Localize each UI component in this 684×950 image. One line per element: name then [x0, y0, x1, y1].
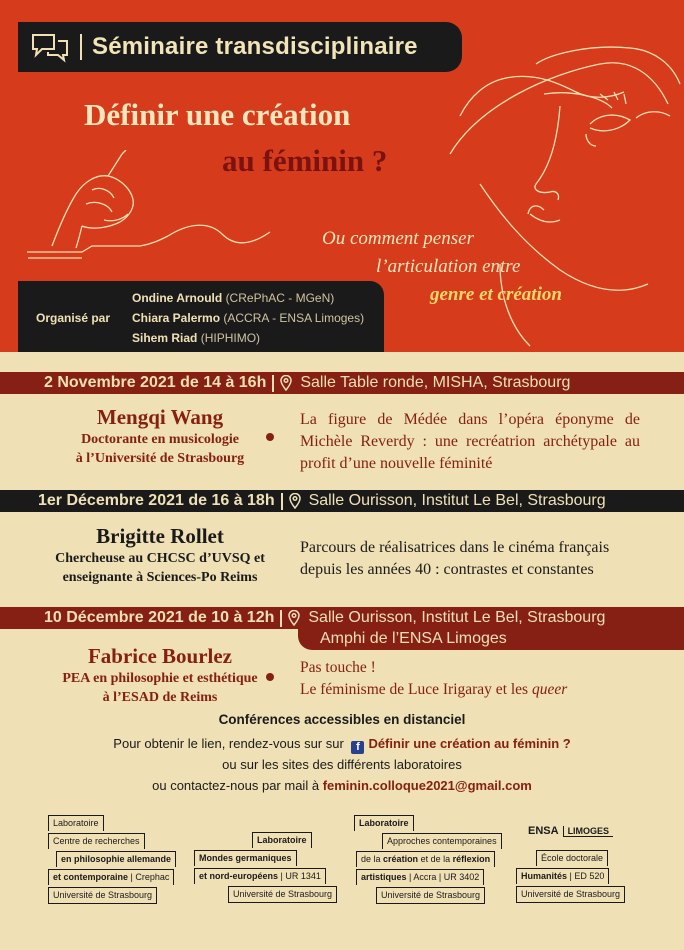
speaker-affiliation: Chercheuse au CHCSC d’UVSQ et — [55, 551, 265, 566]
talk-title — [300, 657, 640, 701]
online-heading: Conférences accessibles en distanciel — [218, 712, 466, 727]
logo-text — [252, 832, 312, 848]
online-line — [0, 733, 684, 754]
speaker-block — [10, 644, 310, 707]
logo-text: et nord-européens | UR 1341 — [194, 868, 326, 884]
logo-text-part: Accra — [413, 872, 437, 882]
logo-text: École doctorale — [536, 850, 608, 866]
session-date-band — [0, 490, 684, 512]
speaker-affiliation: Doctorante en musicologie — [81, 432, 239, 447]
chat-bubbles-icon — [30, 31, 70, 63]
logo-text-bold: Laboratoire — [257, 835, 307, 845]
crephac-logo — [48, 815, 198, 905]
title-line-1: Définir une création — [84, 97, 351, 132]
location-pin-icon — [280, 375, 292, 391]
facebook-icon[interactable]: f — [351, 741, 364, 754]
logo-text: LIMOGES — [563, 826, 614, 837]
separator — [280, 610, 282, 627]
logo-text: Approches contemporaines — [382, 833, 502, 849]
logo-text-bold: Laboratoire — [359, 818, 409, 828]
online-line — [0, 775, 684, 796]
logo-text-part: et de la — [420, 854, 451, 864]
logo-text: artistiques | Accra | UR 3402 — [356, 869, 484, 885]
online-text: ou contactez-nous par mail à — [152, 778, 320, 793]
logo-text-part: UR 3402 — [443, 872, 480, 882]
talk-title: La figure de Médée dans l’opéra éponyme de Michèle Reverdy : une recréatrion archétypale au profit d’une nouvelle féminité — [300, 411, 640, 472]
session-date-band — [0, 372, 684, 394]
ensa-limoges-logo — [528, 825, 613, 837]
logo-text-part: de la — [361, 854, 381, 864]
speaker-block — [10, 405, 310, 468]
series-badge — [18, 22, 462, 72]
organizer-row — [132, 331, 260, 345]
speaker-block — [10, 524, 310, 587]
organizer-name: Chiara Palermo — [132, 311, 221, 325]
logo-text: Université de Strasbourg — [376, 887, 485, 904]
logo-text: Centre de recherches — [48, 833, 145, 849]
logo-text — [354, 815, 414, 831]
logo-text-part: UR 1341 — [285, 871, 321, 881]
bullet-dot — [266, 433, 274, 441]
online-text: Pour obtenir le lien, rendez-vous sur sur — [113, 736, 344, 751]
logo-text: ENSA — [528, 825, 559, 837]
talk-title-line: Pas touche ! — [300, 659, 376, 676]
speaker-name: Fabrice Bourlez — [87, 644, 233, 668]
talk-title-emphasis: queer — [531, 681, 568, 698]
facebook-page-link[interactable]: Définir une création au féminin ? — [368, 736, 571, 751]
logo-text-bold: création — [383, 854, 419, 864]
organizer-affiliation: (ACCRA - ENSA Limoges) — [223, 311, 365, 325]
subtitle-line-2: l’articulation entre — [376, 256, 521, 277]
logo-text-bold: en philosophie allemande — [61, 854, 172, 864]
title-line-2: au féminin ? — [222, 143, 388, 178]
organizer-row — [132, 291, 334, 305]
organizer-affiliation: (HIPHIMO) — [200, 331, 261, 345]
logo-text-bold: et nord-européens — [199, 871, 279, 881]
logo-text: Université de Strasbourg — [228, 886, 337, 903]
logo-text: et contemporaine | Crephac — [48, 869, 174, 885]
logo-text: Laboratoire — [48, 815, 104, 831]
ecole-doctorale-logo — [516, 850, 636, 910]
logo-text-bold: artistiques — [361, 872, 407, 882]
logo-text — [56, 851, 176, 867]
organizers-box — [18, 281, 384, 352]
organizer-name: Sihem Riad — [132, 331, 198, 345]
header-banner — [0, 0, 684, 352]
speaker-affiliation: à l’Université de Strasbourg — [75, 451, 245, 466]
speaker-affiliation: enseignante à Sciences-Po Reims — [62, 570, 258, 585]
location-pin-icon — [289, 493, 301, 509]
session-place: Salle Ourisson, Institut Le Bel, Strasbourg — [308, 609, 606, 626]
organizers-label: Organisé par — [36, 311, 111, 325]
session-date-band — [0, 607, 684, 629]
session-place-2: Amphi de l’ENSA Limoges — [298, 628, 684, 650]
session-place: Salle Ourisson, Institut Le Bel, Strasbourg — [308, 492, 606, 509]
logo-text-bold: réflexion — [452, 854, 491, 864]
logo-text-bold: Humanités — [521, 871, 568, 881]
online-info — [0, 712, 684, 796]
online-line: ou sur les sites des différents laboratoires — [222, 757, 462, 772]
logo-text-part: ED 520 — [574, 871, 605, 881]
organizer-row — [132, 311, 364, 325]
speaker-name: Brigitte Rollet — [96, 524, 224, 548]
talk-title-line — [300, 679, 640, 701]
accra-logo — [354, 815, 514, 905]
speaker-affiliation: PEA en philosophie et esthétique — [62, 671, 258, 686]
session-date: 2 Novembre 2021 de 14 à 16h — [44, 374, 267, 391]
separator — [80, 34, 82, 60]
location-pin-icon — [288, 610, 300, 626]
logo-text: Université de Strasbourg — [516, 886, 625, 903]
talk-title-text: Le féminisme de Luce Irigaray et les — [300, 681, 532, 698]
speaker-affiliation: à l’ESAD de Reims — [102, 690, 218, 705]
series-title: Séminaire transdisciplinaire — [92, 33, 418, 60]
separator — [272, 375, 274, 392]
logo-text — [356, 851, 495, 867]
logo-text: Humanités | ED 520 — [516, 868, 609, 884]
email-link[interactable]: feminin.colloque2021@gmail.com — [322, 778, 532, 793]
logo-text: Université de Strasbourg — [48, 887, 157, 904]
logo-text-part: Crephac — [135, 872, 170, 882]
logo-text-bold: Mondes germaniques — [199, 853, 292, 863]
logo-text-bold: et contemporaine — [53, 872, 129, 882]
session-date: 10 Décembre 2021 de 10 à 12h — [44, 609, 275, 626]
logo-text — [194, 850, 297, 866]
organizer-affiliation: (CRePhAC - MGeN) — [225, 291, 335, 305]
subtitle-line-3: genre et création — [430, 284, 562, 305]
session-date: 1er Décembre 2021 de 16 à 18h — [38, 492, 275, 509]
bullet-dot — [266, 673, 274, 681]
mgen-logo — [194, 832, 354, 912]
separator — [281, 493, 283, 510]
session-place: Salle Table ronde, MISHA, Strasbourg — [300, 374, 571, 391]
speaker-name: Mengqi Wang — [96, 405, 224, 429]
subtitle-line-1: Ou comment penser — [322, 228, 474, 249]
talk-title: Parcours de réalisatrices dans le cinéma français depuis les années 40 : contrastes et constantes — [300, 539, 610, 578]
organizer-name: Ondine Arnould — [132, 291, 223, 305]
